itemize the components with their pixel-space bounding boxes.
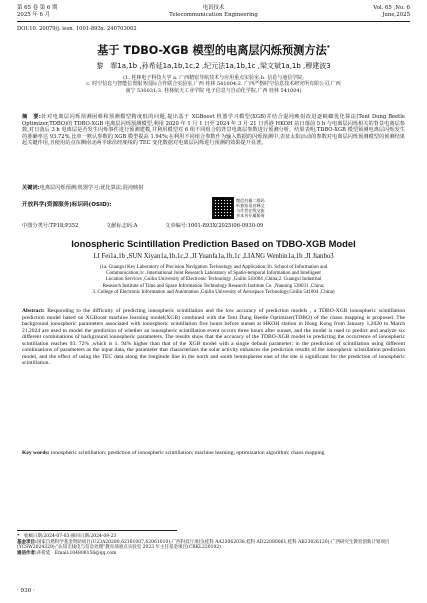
keywords-cn-text: 电离层闪烁预测;机器学习;优化算法;混沌映射 [39,185,144,191]
qr-code-icon[interactable] [212,197,234,219]
class-number: 中图分类号:TP18;P352 [22,223,79,229]
keywords-en [22,450,405,457]
paper-title-en: Ionospheric Scintillation Prediction Based on TDBO-XGB Model [71,238,356,249]
corresponding-author: 通信作者:孙希延 Email:104806156@qq.com [17,550,117,556]
affiliations-cn: (1. 桂林电子科技大学 a. 广西精密导航技术与应用重点实验室;b. 信息与通信学院; c. 时空信息与智能位置服务国际合作联合实验室,广西 桂林 541004;2. 广西严格时空信息技术研究所有限公司,广西 南宁 530031;3. 桂林航天工业学院 电子信息与自动化学院,广西 桂林 541004) [86,75,341,94]
affiliations-en: (1a. Guangxi Key Laboratory of Precision Navigation Technology and Application;1b. School of Information and Communication;1c. International Joint Research Laboratory of Spatio-temporal Information and Intelligent Location Services ,Guilin University of Electronic Technology ,Guilin 541004 ,China;2. Guangxi Industrial Research Institute of Time and Space Information Technology Research Institute Co. ,Nanning 530031 ,China; 3. College of Electronic Information and Automation ,Guilin University of Aerospace Technology,Guilin 541004 ,China) [92,265,335,295]
page-number: · 930 · [17,588,35,594]
received-date: * 收稿日期:2024-07-03;修回日期:2024-09-23 [17,534,117,539]
authors-en: LI Fei1a,1b ,SUN Xiyan1a,1b,1c,2 ,JI Yuanfa1a,1b,1c ,LIANG Wenbin1a,1b ,JI Jianbo3 [93,253,334,260]
keywords-cn-label: 关键词: [22,185,40,191]
abstract-en [22,308,405,367]
running-header [0,0,427,22]
footnote-divider [17,530,177,531]
header-volume-info-en: Vol. 65 ,No. 6 June,2025 [373,5,410,18]
header-journal-name: 电讯技术 Telecommunication Engineering [169,5,258,18]
paper-title-cn: 基于 TDBO-XGB 模型的电离层闪烁预测方法* [97,44,330,57]
keywords-en-text: ionospheric scintillation; prediction of ionospheric scintillation; machine learning; optimization algorithm; chaos mapping [50,450,325,456]
keywords-en-label: Key words: [22,450,50,456]
doi[interactable]: DOI:10. 20079/j. issn. 1001-893x. 240703002 [17,26,137,32]
qr-note: 微信扫描二维码 听独家语音释文 与作者在线交流 享本刊专属服务 [236,198,265,218]
abstract-cn [22,114,405,147]
abstract-cn-label: 摘 要: [22,114,41,120]
abstract-cn-text: 针对电离层闪烁预测困难和预测模型精度低的问题,提出基于 XGBoost 机器学习模型(XGB)并结合混沌映射改进逐蜣螂优化算法(Tent Dung Beetle Optimizer,TDBO)的 TDBO-XGB 电离层闪烁预测模型,利用 2020 年 1 月 1 日至 2024 年 3 月 21 日香港 HKOH 站日落前 5 h 与电离层闪烁相关的背景电离层参数,对日落后 3 h 电离层是否发生闪烁事件进行预测建模,并利用模型对 6 组不同组合的背景电离层参数进行预测分析。结果表明,TDBO-XGB 模型预测电离层闪烁发生的准确率达 93.72%,比单一默认参数的 XGB 模型提高 1.94%;在利用不同组合参数作为输入数据的闪烁预测中,表征太阳活动的参数对电离层闪烁预测模型的预测结果起关键作用,且使用站点东侧南北两半球沿经度线的 TEC 变化数据对电离层闪烁进行预测的效果提升显著。 [22,114,405,147]
classification-line [22,222,405,229]
header-divider [17,21,410,22]
footnote [17,534,410,556]
fund-info: 基金项目:国家自然科学基金资助项目(U23A20280,62161007,62061010);广西科技厅项目(桂科 AA23062038,桂科 AD22080061,桂科 AB23026120);广西研究生教育创新计划项目(YCSW2024329);"认知无线电与信息处理"教育部重点实验室 2023 年主任基金项目(CRKL220102) [17,539,390,551]
osid-label: 开放科学(资源服务)标识码(OSID): [22,202,112,208]
keywords-cn [22,185,405,192]
header-volume-info: 第 65 卷 第 6 期 2025 年 6 月 [17,5,58,18]
authors-cn: 黎 霏1a,1b ,孙希延1a,1b,1c,2 ,纪元法1a,1b,1c ,梁文斌1a,1b ,穆建波3 [96,62,331,70]
abstract-en-label: Abstract: [22,308,45,314]
article-number: 文章编号:1001-893X(2025)06-0930-09 [165,223,264,229]
abstract-en-text: Responding to the difficulty of predicting ionospheric scintillation and the low accuracy of prediction models , a TDBO-XGB ionospheric scintillation prediction model based on XGBoost machine learning model(XGB) combined with the Tent Dung Beetle Optimizer(TDBO) of the chaos mapping is proposed. The background ionospheric parameters associated with ionospheric scintillation five hours before sunset at HKOH station in Hong Kong from January 1,2020 to March 21,2024 are used to model the prediction of whether an ionospheric scintillation event occurs three hours after sunset, and the model is used to predict and analyze six different combinations of background ionospheric parameters. The results show that the accuracy of the TDBO-XGB model in predicting the occurrence of ionospheric scintillation reaches 93. 72% ,which is 1. 94% higher than that of the XGB model with a single default parameter; in the prediction of scintillation using different combinations of parameters as the input data, the parameter that characterizes the solar activity enhances the prediction results of the ionospheric scintillation prediction model, and the effect of using the TEC data along the longitude line in the north and south hemispheres east of the site is significant for the prediction of ionospheric scintillation. [22,308,405,366]
document-code: 文献标志码:A [106,223,138,229]
